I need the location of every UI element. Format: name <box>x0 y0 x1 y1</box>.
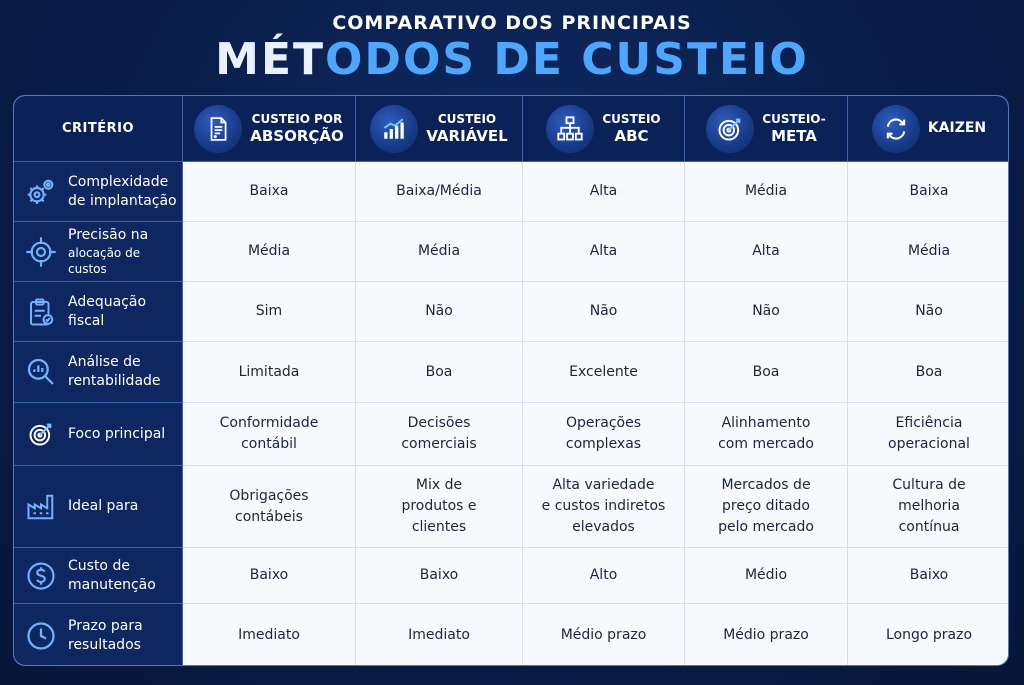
column-header-line2: ABSORÇÃO <box>250 126 344 145</box>
table-cell: Alinhamento com mercado <box>685 403 848 466</box>
table-cell: Média <box>848 222 1009 282</box>
table-cell: Médio <box>685 548 848 604</box>
row-header-label <box>68 226 182 277</box>
target-icon <box>706 105 754 153</box>
table-cell: Média <box>356 222 523 282</box>
row-header-line1: Análise de <box>68 354 141 371</box>
table-cell: Média <box>685 162 848 222</box>
row-header <box>14 342 183 403</box>
row-header-label <box>68 557 156 595</box>
dollar-icon <box>24 559 58 593</box>
table-cell: Alta variedade e custos indiretos elevados <box>523 466 685 548</box>
row-header-line1: Ideal para <box>68 498 139 515</box>
row-header-line2: manutenção <box>68 576 156 593</box>
row-header <box>14 548 183 604</box>
row-header-label <box>68 425 165 444</box>
column-header-meta <box>685 96 848 162</box>
row-header-line2: alocação de custos <box>68 245 141 276</box>
gears-icon <box>24 175 58 209</box>
crosshair-icon <box>24 235 58 269</box>
comparison-table <box>13 95 1009 666</box>
column-header-line1: CUSTEIO <box>437 111 497 126</box>
row-header-line2: rentabilidade <box>68 373 161 389</box>
column-header-line2: KAIZEN <box>927 119 987 136</box>
bar-chart-icon <box>370 105 418 153</box>
column-header-line1: CUSTEIO <box>602 111 661 126</box>
clipboard-check-icon <box>24 295 58 329</box>
column-header-abc <box>523 96 685 162</box>
table-cell: Baixa <box>848 162 1009 222</box>
hierarchy-icon <box>546 105 594 153</box>
table-cell: Obrigações contábeis <box>183 466 356 548</box>
document-icon <box>194 105 242 153</box>
table-cell: Média <box>183 222 356 282</box>
table-cell: Mix de produtos e clientes <box>356 466 523 548</box>
row-header-line1: Adequação <box>68 293 147 310</box>
table-cell: Imediato <box>183 604 356 666</box>
table-cell: Baixa <box>183 162 356 222</box>
column-header-variavel <box>356 96 523 162</box>
table-cell: Não <box>523 282 685 342</box>
row-header-line1: Complexidade <box>68 173 169 190</box>
column-header-label <box>426 112 507 146</box>
column-header-line1: CUSTEIO- <box>762 111 826 126</box>
column-header-line2: ABC <box>614 126 649 145</box>
table-cell: Boa <box>685 342 848 403</box>
table-cell: Médio prazo <box>523 604 685 666</box>
title-part-1: MÉT <box>215 34 326 85</box>
table-cell: Não <box>685 282 848 342</box>
row-header-label <box>68 173 177 211</box>
table-cell: Baixo <box>356 548 523 604</box>
column-header-absorcao <box>183 96 356 162</box>
column-header-label <box>762 112 825 146</box>
table-cell: Conformidade contábil <box>183 403 356 466</box>
row-header-line2: resultados <box>68 636 141 653</box>
table-cell: Cultura de melhoria contínua <box>848 466 1009 548</box>
column-header-line2: META <box>771 126 817 145</box>
cycle-icon <box>872 105 920 153</box>
table-cell: Mercados de preço ditado pelo mercado <box>685 466 848 548</box>
row-header-line1: Precisão na <box>68 226 149 243</box>
row-header-line2: fiscal <box>68 312 105 329</box>
row-header <box>14 222 183 282</box>
target-icon <box>24 417 58 451</box>
column-header-kaizen <box>848 96 1009 162</box>
row-header-line1: Foco principal <box>68 425 166 442</box>
table-cell: Eficiência operacional <box>848 403 1009 466</box>
table-cell: Limitada <box>183 342 356 403</box>
row-header <box>14 162 183 222</box>
table-cell: Baixa/Média <box>356 162 523 222</box>
table-cell: Baixo <box>183 548 356 604</box>
table-cell: Longo prazo <box>848 604 1009 666</box>
row-header-line1: Custo de <box>68 557 130 574</box>
table-cell: Médio prazo <box>685 604 848 666</box>
table-cell: Imediato <box>356 604 523 666</box>
table-cell: Alta <box>523 222 685 282</box>
page-subtitle: COMPARATIVO DOS PRINCIPAIS <box>332 12 692 34</box>
row-header <box>14 282 183 342</box>
table-cell: Boa <box>848 342 1009 403</box>
column-header-line2: VARIÁVEL <box>426 126 508 145</box>
row-header-line1: Prazo para <box>68 617 143 634</box>
table-cell: Operações complexas <box>523 403 685 466</box>
column-header-label <box>250 112 344 146</box>
table-cell: Decisões comerciais <box>356 403 523 466</box>
factory-icon <box>24 490 58 524</box>
row-header-label <box>68 497 138 516</box>
table-cell: Alta <box>685 222 848 282</box>
row-header-label <box>68 293 146 331</box>
table-cell: Sim <box>183 282 356 342</box>
table-cell: Não <box>356 282 523 342</box>
title-part-2: ODOS DE CUSTEIO <box>325 34 809 85</box>
row-header <box>14 466 183 548</box>
magnifier-chart-icon <box>24 355 58 389</box>
row-header <box>14 403 183 466</box>
row-header <box>14 604 183 666</box>
table-cell: Excelente <box>523 342 685 403</box>
table-cell: Alta <box>523 162 685 222</box>
row-header-line2: de implantação <box>68 192 177 209</box>
page-title <box>0 34 1024 85</box>
table-grid <box>14 96 1009 666</box>
clock-icon <box>24 619 58 653</box>
corner-header-criterio: CRITÉRIO <box>14 96 183 162</box>
column-header-label <box>602 112 660 146</box>
table-cell: Não <box>848 282 1009 342</box>
table-cell: Boa <box>356 342 523 403</box>
table-cell: Alto <box>523 548 685 604</box>
table-cell: Baixo <box>848 548 1009 604</box>
column-header-label <box>928 120 986 138</box>
row-header-label <box>68 353 161 391</box>
row-header-label <box>68 617 143 655</box>
column-header-line1: CUSTEIO POR <box>251 111 343 126</box>
